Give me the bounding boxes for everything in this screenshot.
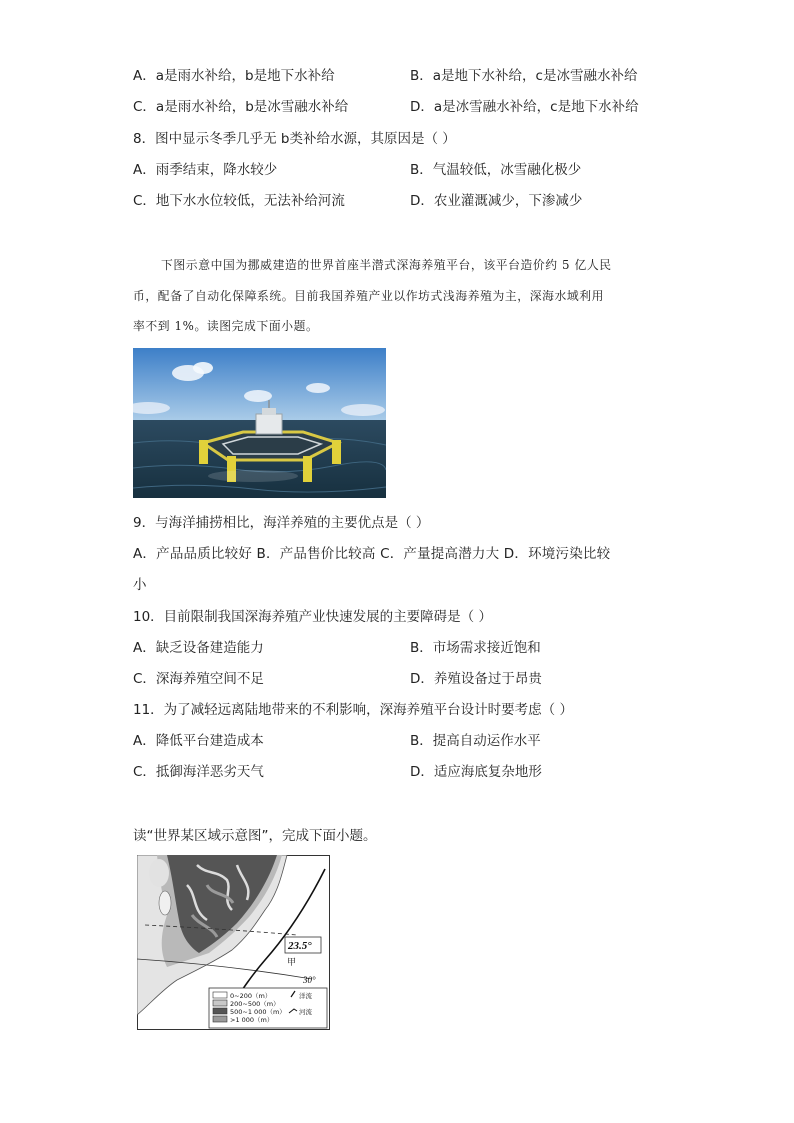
- q9-options: A．产品品质比较好 B．产品售价比较高 C．产量提高潜力大 D．环境污染比较: [133, 546, 611, 562]
- aquaculture-platform-photo: [133, 348, 386, 498]
- q8-option-b: B．气温较低，冰雪融化极少: [410, 162, 582, 178]
- legend-label-500-1000: 500~1 000（m）: [230, 1008, 286, 1016]
- q7-option-a: A．a是雨水补给，b是地下水补给: [133, 68, 335, 84]
- q11-option-c: C．抵御海洋恶劣天气: [133, 764, 264, 780]
- q8-option-a: A．雨季结束，降水较少: [133, 162, 278, 178]
- latitude-label-30: 30°: [303, 975, 316, 985]
- place-label-jia: 甲: [287, 958, 297, 968]
- q10-option-b: B．市场需求接近饱和: [410, 640, 541, 656]
- q8-stem: 8．图中显示冬季几乎无 b类补给水源，其原因是（ ）: [133, 131, 456, 147]
- passage-1-line-3: 率不到 1%。读图完成下面小题。: [133, 319, 319, 333]
- passage-1-line-2: 币，配备了自动化保障系统。目前我国养殖产业以作坊式浅海养殖为主，深海水域利用: [133, 289, 605, 303]
- q11-stem: 11．为了减轻远离陆地带来的不利影响，深海养殖平台设计时要考虑（ ）: [133, 702, 573, 718]
- q9-stem: 9．与海洋捕捞相比，海洋养殖的主要优点是（ ）: [133, 515, 430, 531]
- q10-option-d: D．养殖设备过于昂贵: [410, 671, 542, 687]
- q11-option-a: A．降低平台建造成本: [133, 733, 264, 749]
- q10-option-c: C．深海养殖空间不足: [133, 671, 264, 687]
- region-map: [137, 855, 330, 1030]
- q10-stem: 10．目前限制我国深海养殖产业快速发展的主要障碍是（ ）: [133, 609, 492, 625]
- passage-2: 读“世界某区域示意图”，完成下面小题。: [133, 828, 377, 844]
- latitude-label-23-5: 23.5°: [288, 940, 312, 952]
- map-legend: [209, 988, 327, 1028]
- q9-option-d-continued: 小: [133, 577, 147, 593]
- q7-option-d: D．a是冰雪融水补给，c是地下水补给: [410, 99, 639, 115]
- q10-option-a: A．缺乏设备建造能力: [133, 640, 264, 656]
- legend-current-label: 洋流: [299, 992, 312, 1000]
- legend-label-0-200: 0~200（m）: [230, 992, 272, 1000]
- legend-river-label: 河流: [299, 1008, 312, 1016]
- q8-option-d: D．农业灌溉减少，下渗减少: [410, 193, 583, 209]
- q11-option-d: D．适应海底复杂地形: [410, 764, 542, 780]
- legend-label-over-1000: >1 000（m）: [230, 1016, 274, 1024]
- q7-option-c: C．a是雨水补给，b是冰雪融水补给: [133, 99, 349, 115]
- q8-option-c: C．地下水水位较低，无法补给河流: [133, 193, 345, 209]
- q11-option-b: B．提高自动运作水平: [410, 733, 541, 749]
- passage-1-line-1: 下图示意中国为挪威建造的世界首座半潜式深海养殖平台，该平台造价约 5 亿人民: [161, 258, 612, 272]
- legend-label-200-500: 200~500（m）: [230, 1000, 280, 1008]
- q7-option-b: B．a是地下水补给，c是冰雪融水补给: [410, 68, 638, 84]
